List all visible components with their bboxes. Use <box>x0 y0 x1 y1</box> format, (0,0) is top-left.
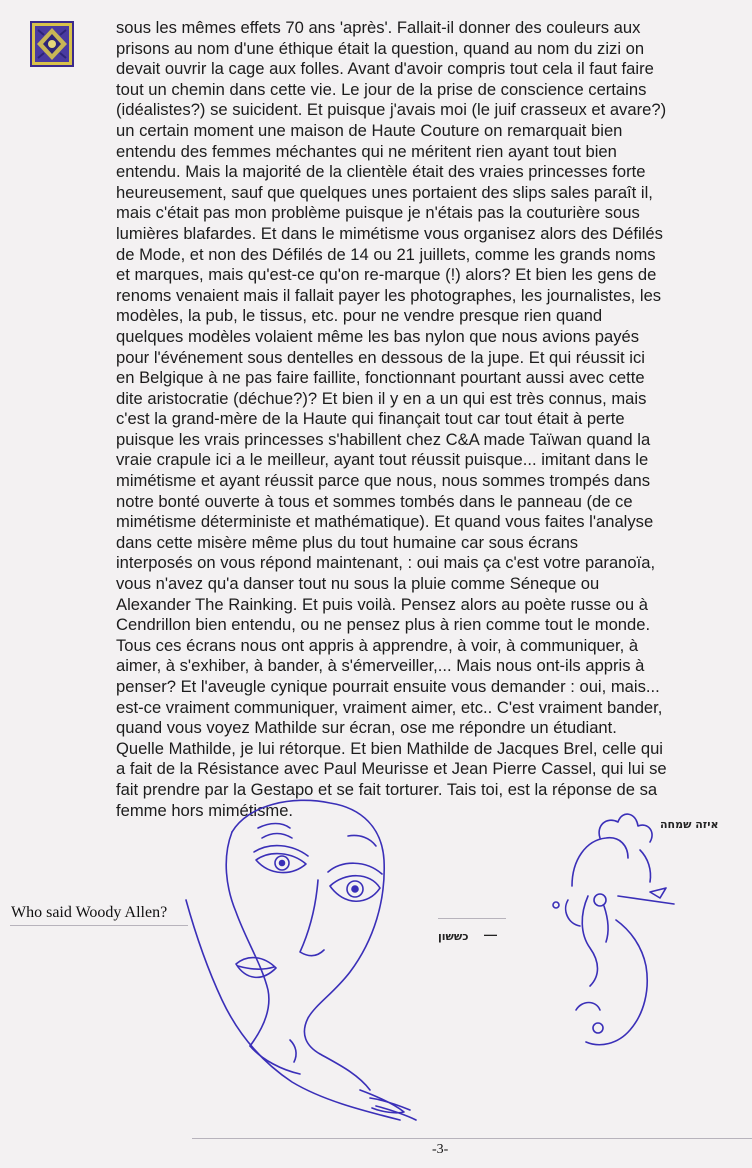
article-body: sous les mêmes effets 70 ans 'après'. Fallait-il donner des couleurs aux prisons au nom d'une éthique était la question, quand au nom du zizi on devait ouvrir la cage aux folles. Avant d'avoir compris tout cela il faut faire tout un chemin dans cette vie. Le jour de la prise de conscience certains (idéalistes?) se suicident. Et puisque j'avais moi (le juif crasseux et avare?) un certain moment une maison de Haute Couture on remarquait bien entendu des femmes méchantes qui ne méritent rien ayant tout bien entendu. Mais la majorité de la clientèle était des vraies princesses forte heureusement, sauf que quelques unes portaient des slips sales paraît il, mais c'était pas mon problème puisque je n'étais pas la couturière sous lumières blafardes. Et dans le mimétisme vous organisez alors des Défilés de Mode, et non des Défilés de 14 ou 21 juillets, comme les grands noms et marques, mais qu'est-ce qu'on re-marque (!) alors? Et bien les gens de renoms venaient mais il fallait payer les photographes, les journalistes, les modèles, la pub, le tissus, etc. pour ne vendre presque rien quand quelques modèles volaient même les bas nylon que nous avions payés pour l'événement sous dentelles en dessous de la jupe. Et qui réussit ici en Belgique à ne pas faire faillite, fonctionnant pourtant aussi avec cette dite aristocratie (déchue?)? Et bien il y en a un qui est très connus, mais c'est la grand-mère de la Haute qui finançait tout car tout était à perte puisque les vrais princesses s'habillent chez C&A made Taïwan quand la vraie crapule ici a le meilleur, ayant tout réussit puisque... imitant dans le mimétisme et ayant réussit parce que nous, nous sommes trompés dans notre bonté ouverte à tous et sommes tombés dans le panneau (de ce mimétisme déterministe et mathématique). Et quand vous faites l'analyse dans cette misère même plus du tout humaine car sous écrans interposés on vous répond maintenant, : oui mais ça c'est votre paranoïa, vous n'avez qu'a danser tout nu sous la pluie comme Séneque ou Alexander The Rainking. Et puis voilà. Pensez alors au poète russe ou à Cendrillon bien entendu, ou ne pensez plus à rien comme tout le monde. Tous ces écrans nous ont appris à apprendre, à voir, à communiquer, à aimer, à s'exhiber, à bander, à s'émerveiller,... Mais nous ont-ils appris à penser? Et l'aveugle cynique pourrait ensuite vous demander : oui, mais... est-ce vraiment communiquer, vraiment aimer, etc.. C'est vraiment bander, quand vous voyez Mathilde sur écran, ose me répondre un étudiant. Quelle Mathilde, je lui rétorque. Et bien Mathilde de Jacques Brel, celle qui a fait de la Résistance avec Paul Meurisse et Jean Pierre Cassel, qui lui se fait prendre par la Gestapo et se fait torturer. Tais toi, est la réponse de sa femme hors mimétisme. <box>116 18 667 820</box>
logo-icon <box>30 21 74 67</box>
hebrew-caption-top: איזה שמחה <box>660 818 719 831</box>
hebrew-caption-mid: כששון <box>438 930 469 943</box>
page-number: -3- <box>432 1142 449 1157</box>
footer-rule <box>192 1138 752 1139</box>
hebrew-dash: — <box>484 927 497 942</box>
drawing-caption: Who said Woody Allen? <box>11 904 168 921</box>
hebrew-rule <box>438 918 506 919</box>
caption-rule <box>10 925 188 926</box>
